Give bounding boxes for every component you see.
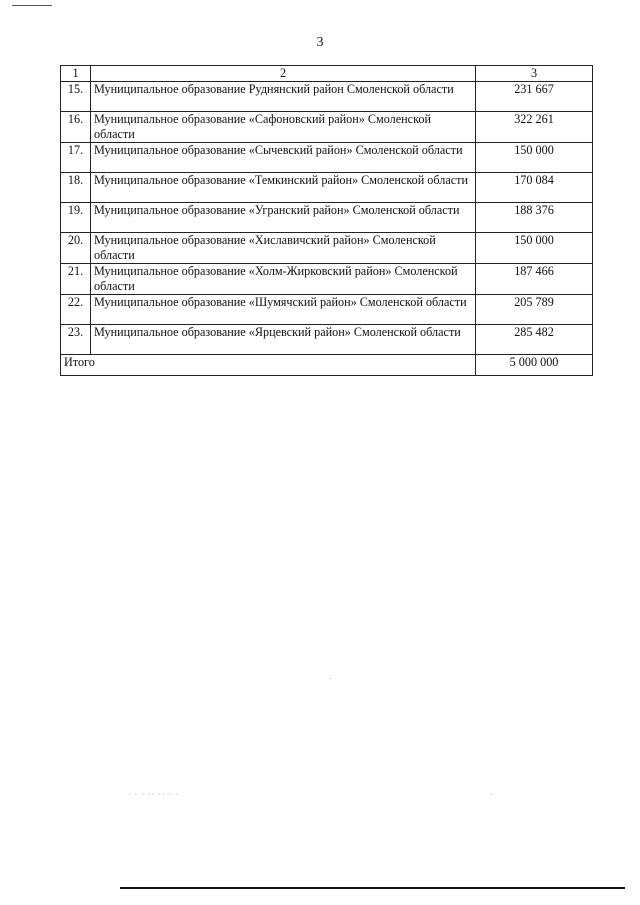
row-number: 18.: [61, 173, 91, 203]
amount: 150 000: [476, 233, 593, 264]
amount: 188 376: [476, 203, 593, 233]
row-number: 20.: [61, 233, 91, 264]
amount: 285 482: [476, 325, 593, 355]
municipality-name: Муниципальное образование «Хиславичский район» Смоленской области: [91, 233, 476, 264]
column-header-name: 2: [91, 66, 476, 82]
municipality-name: Муниципальное образование «Сычевский район» Смоленской области: [91, 143, 476, 173]
table-row: [61, 295, 593, 325]
row-number: 23.: [61, 325, 91, 355]
row-number: 22.: [61, 295, 91, 325]
amount: 150 000: [476, 143, 593, 173]
amount: 170 084: [476, 173, 593, 203]
row-number: 16.: [61, 112, 91, 143]
municipality-name: Муниципальное образование «Темкинский район» Смоленской области: [91, 173, 476, 203]
scan-speck: [330, 678, 331, 679]
table-row: [61, 143, 593, 173]
row-number: 19.: [61, 203, 91, 233]
row-number: 17.: [61, 143, 91, 173]
table-row: [61, 233, 593, 264]
table-header-row: [61, 66, 593, 82]
municipality-name: Муниципальное образование «Угранский район» Смоленской области: [91, 203, 476, 233]
table-total-row: [61, 355, 593, 376]
amount: 187 466: [476, 264, 593, 295]
column-header-amount: 3: [476, 66, 593, 82]
municipality-name: Муниципальное образование «Холм-Жирковский район» Смоленской области: [91, 264, 476, 295]
column-header-number: 1: [61, 66, 91, 82]
table-row: [61, 325, 593, 355]
scan-mark: [12, 5, 52, 6]
table-row: [61, 82, 593, 112]
amount: 231 667: [476, 82, 593, 112]
municipality-name: Муниципальное образование «Ярцевский район» Смоленской области: [91, 325, 476, 355]
total-label: Итого: [61, 355, 476, 376]
municipality-name: Муниципальное образование Руднянский район Смоленской области: [91, 82, 476, 112]
total-amount: 5 000 000: [476, 355, 593, 376]
bottom-rule: [120, 887, 625, 889]
amount: 205 789: [476, 295, 593, 325]
scan-noise: ·: [490, 790, 494, 799]
municipality-name: Муниципальное образование «Шумячский район» Смоленской области: [91, 295, 476, 325]
table-row: [61, 173, 593, 203]
table-row: [61, 203, 593, 233]
table-row: [61, 112, 593, 143]
table-row: [61, 264, 593, 295]
row-number: 21.: [61, 264, 91, 295]
amount: 322 261: [476, 112, 593, 143]
allocation-table: [60, 65, 593, 376]
scan-noise: · · · ·· ·· · ·: [128, 790, 179, 799]
municipality-name: Муниципальное образование «Сафоновский район» Смоленской области: [91, 112, 476, 143]
row-number: 15.: [61, 82, 91, 112]
page-number: 3: [316, 35, 324, 50]
